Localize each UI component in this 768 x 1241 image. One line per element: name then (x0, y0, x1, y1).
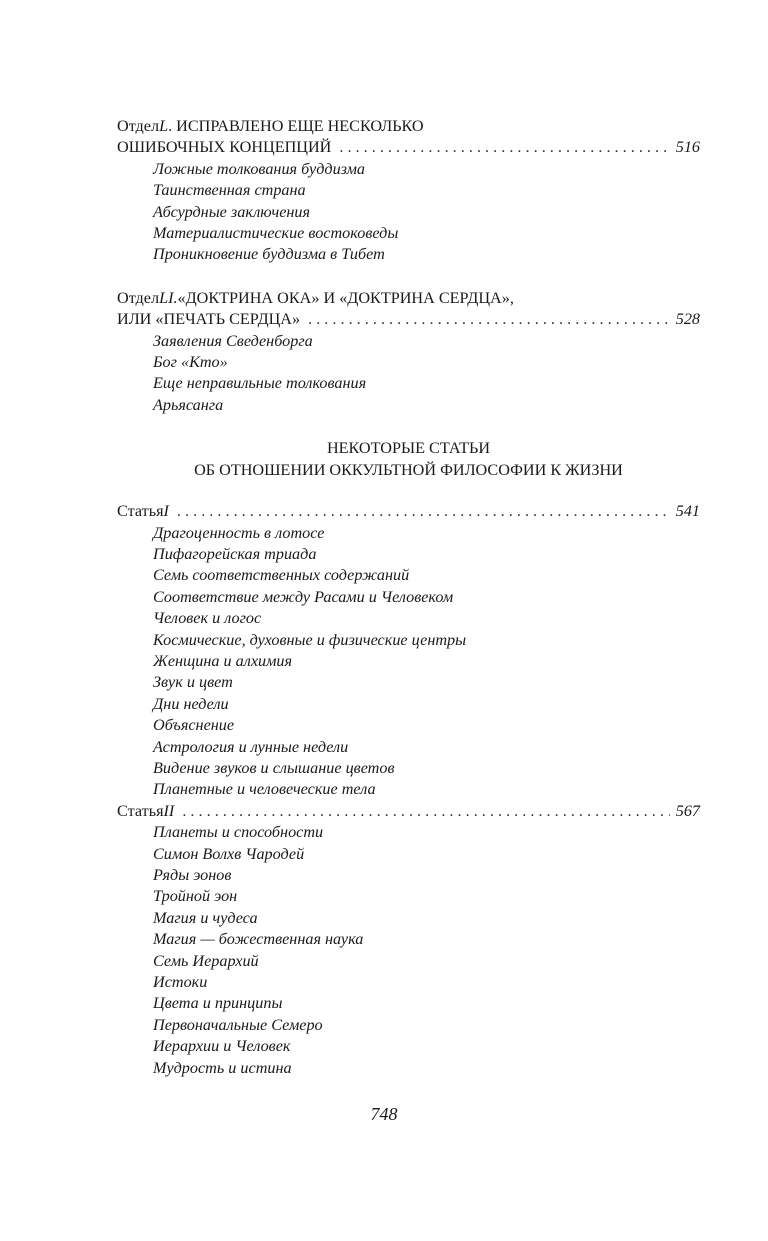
list-item: Таинственная страна (153, 181, 306, 200)
list-item: Бог «Кто» (153, 353, 228, 372)
section-numeral: L (159, 117, 169, 135)
list-item: Планеты и способности (153, 823, 324, 842)
dot-leader (182, 801, 669, 822)
list-item: Астрология и лунные недели (153, 737, 349, 756)
section-numeral: LI. (159, 288, 178, 307)
page-reference: 567 (675, 801, 700, 820)
article-title-line (117, 501, 700, 522)
list-item: Иерархии и Человек (153, 1037, 291, 1056)
list-item: Магия — божественная наука (153, 930, 364, 949)
dot-leader (308, 309, 670, 330)
part-heading (117, 438, 700, 481)
section-title-continued: ИЛИ «ПЕЧАТЬ СЕРДЦА» (117, 310, 301, 329)
list-item: Тройной эон (153, 887, 238, 906)
section-prefix: Отдел (117, 117, 160, 135)
list-item: Звук и цвет (153, 673, 233, 692)
dot-leader (177, 501, 670, 522)
section-title: . ИСПРАВЛЕНО ЕЩЕ НЕСКОЛЬКО (168, 117, 424, 135)
article-title-line (117, 801, 700, 822)
list-item: Соответствие между Расами и Человеком (153, 587, 454, 606)
toc-section-li (117, 288, 700, 416)
list-item: Мудрость и истина (153, 1058, 292, 1077)
list-item: Ложные толкования буддизма (153, 159, 366, 178)
list-item: Первоначальные Семеро (153, 1015, 323, 1034)
toc-article-1 (117, 501, 700, 801)
list-item: Истоки (153, 973, 208, 992)
article-prefix: Статья (117, 502, 164, 521)
section-title-line-1 (117, 116, 700, 137)
page-reference: 541 (675, 502, 700, 521)
section-title: «ДОКТРИНА ОКА» И «ДОКТРИНА СЕРДЦА», (177, 288, 514, 307)
list-item: Космические, духовные и физические центры (153, 630, 467, 649)
list-item: Арьясанга (153, 395, 224, 414)
list-item: Объяснение (153, 716, 235, 735)
list-item: Планетные и человеческие тела (153, 780, 376, 799)
list-item: Видение звуков и слышание цветов (153, 758, 395, 777)
list-item: Семь Иерархий (153, 951, 259, 970)
article-numeral: II (163, 801, 175, 820)
toc-section-l (117, 116, 700, 266)
list-item: Симон Волхв Чародей (153, 844, 305, 863)
list-item: Проникновение буддизма в Тибет (153, 245, 385, 264)
section-title-line-1 (117, 288, 700, 309)
list-item: Магия и чудеса (153, 908, 258, 927)
page-reference: 516 (675, 138, 700, 157)
list-item: Человек и логос (153, 609, 262, 628)
article-prefix: Статья (117, 801, 164, 820)
part-heading-line-1: НЕКОТОРЫЕ СТАТЬИ (326, 439, 491, 458)
list-item: Драгоценность в лотосе (153, 523, 325, 542)
list-item: Материалистические востоковеды (153, 224, 399, 243)
page-number: 748 (370, 1104, 398, 1124)
list-item: Еще неправильные толкования (153, 374, 367, 393)
dot-leader (339, 137, 669, 158)
section-title-line-2 (117, 137, 700, 158)
list-item: Пифагорейская триада (153, 544, 317, 563)
page-reference: 528 (675, 310, 700, 329)
list-item: Семь соответственных содержаний (153, 566, 410, 585)
part-heading-line-2: ОБ ОТНОШЕНИИ ОККУЛЬТНОЙ ФИЛОСОФИИ К ЖИЗНИ (194, 460, 623, 479)
list-item: Дни недели (153, 694, 229, 713)
list-item: Цвета и принципы (153, 994, 283, 1013)
list-item: Женщина и алхимия (153, 651, 293, 670)
list-item: Заявления Сведенборга (153, 331, 313, 350)
section-title-continued: ОШИБОЧНЫХ КОНЦЕПЦИЙ (117, 138, 332, 157)
list-item: Ряды эонов (153, 866, 232, 884)
list-item: Абсурдные заключения (153, 202, 311, 221)
table-of-contents (117, 116, 700, 1079)
toc-article-2 (117, 801, 700, 1079)
section-title-line-2 (117, 309, 700, 330)
section-prefix: Отдел (117, 288, 160, 307)
article-numeral: I (163, 502, 169, 521)
